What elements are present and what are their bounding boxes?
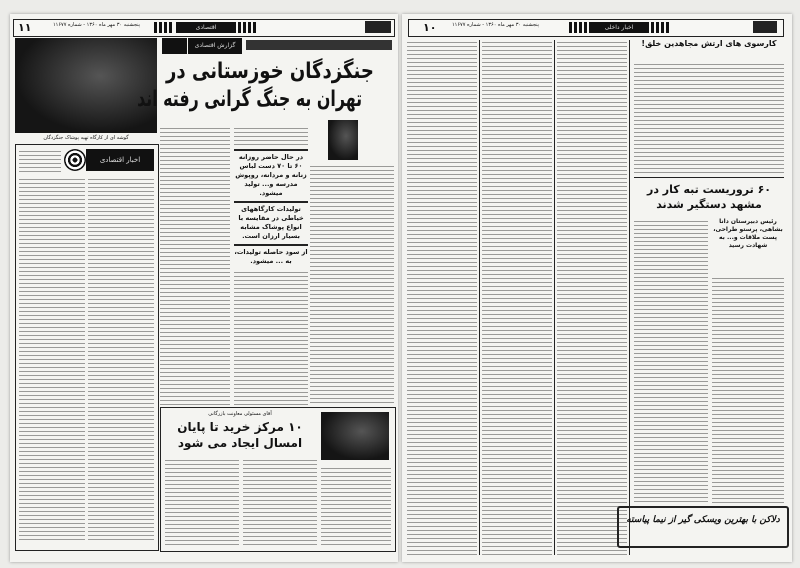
text-column [310,164,394,406]
text-column [165,458,239,546]
page-number: ۱۰ [423,21,437,34]
newspaper-logo [753,21,777,33]
pull-quote: در حال حاضر روزانه ۶۰ تا ۷۰ دست لباس زنانه و مردانه، روپوش مدرسه و... تولید میشود. [234,149,308,198]
headline-line: جنگزدگان خوزستانی در [166,59,374,84]
header-stripe [569,22,587,33]
text-column [321,466,391,546]
report-icon [162,38,187,54]
column-divider [554,40,555,555]
main-headline [137,58,395,114]
target-icon [64,149,86,171]
header-stripe [651,22,669,33]
column-divider [629,40,630,555]
ad-text: دلاکن با بهترین ویسکی گیر از نیما پیاسته [626,515,780,525]
newspaper-logo [365,21,391,33]
section-label: اخبار داخلی [589,22,649,33]
page-header [408,19,784,37]
text-column [407,40,477,555]
econ-news-box [15,144,159,551]
issue-date: پنجشنبه ۳۰ مهر ماه ۱۳۶۰ - شماره ۱۱۶۷۷ [451,22,539,28]
text-column [634,219,708,504]
text-column [88,177,154,542]
text-column [234,126,308,146]
text-column [557,40,627,555]
text-column [160,126,230,406]
top-headline: کارسوی های ارتش مجاهدین خلق! [641,39,777,48]
pull-quote-column [234,126,308,406]
text-column [634,62,784,174]
text-column [19,149,61,173]
econ-news-label: اخبار اقتصادی [86,149,154,171]
right-page [402,14,792,562]
official-photo [321,412,389,460]
pull-quote: تولیدات کارگاههای خیاطی در مقایسه با انواع پوشاک مشابه بسیار ارزان است. [234,201,308,241]
issue-date: پنجشنبه ۳۰ مهر ماه ۱۳۶۰ - شماره ۱۱۶۷۷ [52,22,140,28]
story-headline [634,182,784,212]
left-page [10,14,398,562]
text-column [482,40,552,555]
page-header [13,19,395,37]
page-number: ۱۱ [18,21,32,34]
report-label: گزارش اقتصادی [188,38,242,54]
headline-line: ۱۰ مرکز خرید تا پایان [177,420,303,434]
sub-headline: رئیس دبیرستان دانا بشاهی، پرستو طراحی، پست ملاقات و... به شهادت رسید [713,218,783,249]
text-column [234,270,308,406]
header-stripe [154,22,174,33]
text-column [19,177,85,542]
column-divider [479,40,480,555]
story-headline [165,419,315,451]
photo-caption: گوشه ای از کارگاه تهیه پوشاک جنگزدگان [43,135,129,141]
story-kicker: آقای مسئولی معاونت بازرگانی [208,411,272,417]
pull-quote: از سود حاصله تولیدات، به ... میشود. [234,244,308,266]
section-label: اقتصادی [176,22,236,33]
header-stripe [238,22,258,33]
headline-line: مشهد دستگیر شدند [656,198,762,211]
story-box [160,407,396,552]
portrait-photo [328,120,358,160]
kicker-bar [246,40,392,50]
headline-line: ۶۰ تروریست تبه کار در [647,183,771,196]
headline-line: امسال ایجاد می شود [177,436,303,450]
text-column [243,458,317,546]
workshop-photo [15,38,157,133]
headline-line: تهران به جنگ گرانی رفته اند [137,87,363,112]
column-divider [634,177,784,178]
text-column [712,276,784,504]
advertisement-box [617,506,789,548]
